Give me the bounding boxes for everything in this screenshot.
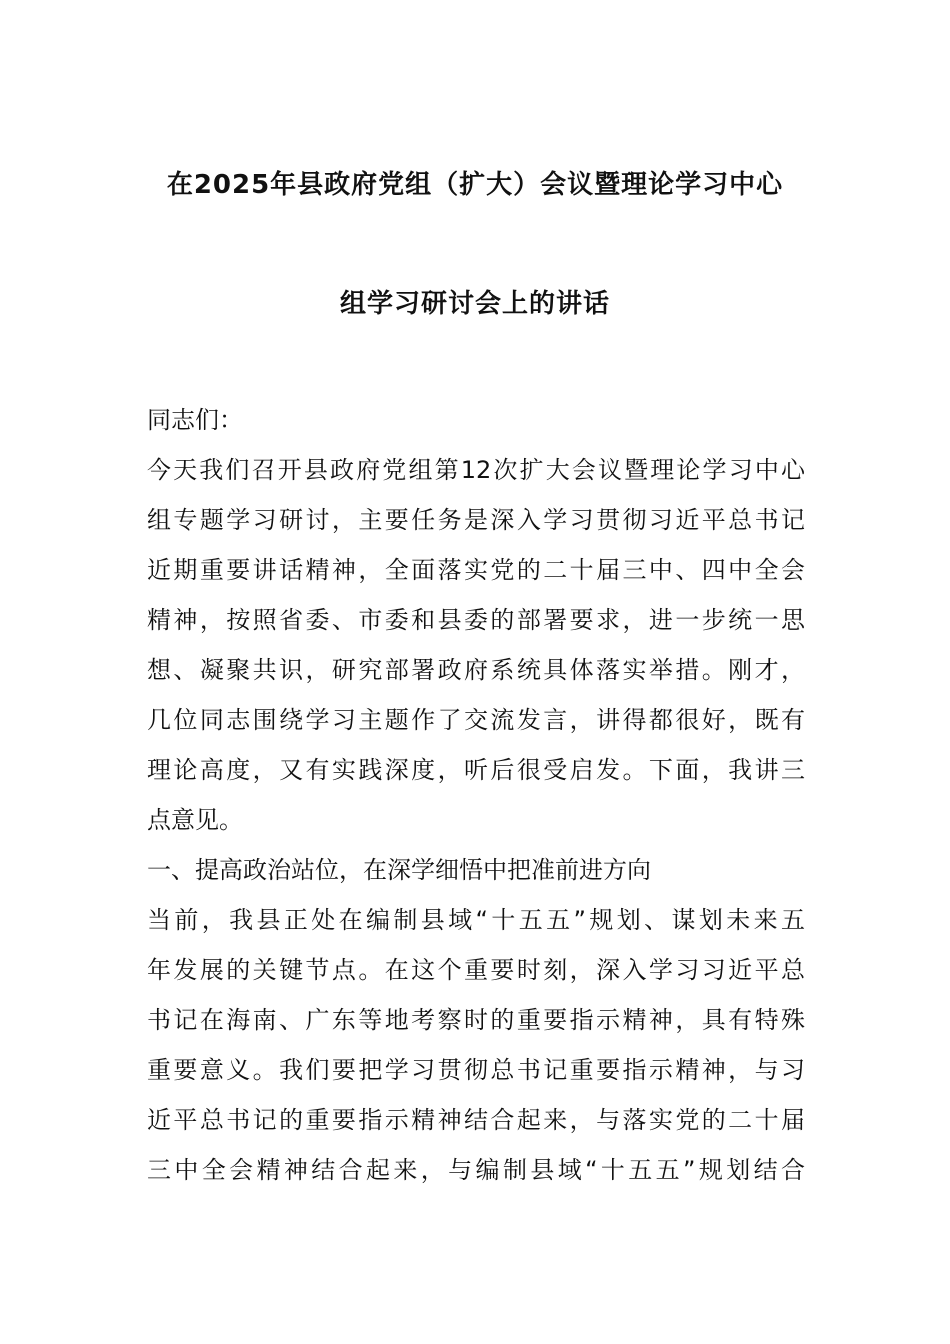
paragraph-line: 点意见。 (147, 806, 243, 834)
paragraph-line: 重要意义。我们要把学习贯彻总书记重要指示精神，与习 (147, 1056, 805, 1084)
paragraph-line: 近期重要讲话精神，全面落实党的二十届三中、四中全会 (147, 556, 805, 584)
paragraph-line: 几位同志围绕学习主题作了交流发言，讲得都很好，既有 (147, 706, 805, 734)
document-title-line-2: 组学习研讨会上的讲话 (339, 289, 610, 319)
section-heading: 一、提高政治站位，在深学细悟中把准前进方向 (147, 856, 651, 884)
paragraph-line: 三中全会精神结合起来，与编制县域“十五五”规划结合 (147, 1156, 805, 1184)
paragraph-line: 今天我们召开县政府党组第12次扩大会议暨理论学习中心 (147, 456, 805, 484)
paragraph-line: 想、凝聚共识，研究部署政府系统具体落实举措。刚才， (147, 656, 805, 684)
paragraph-line: 当前，我县正处在编制县域“十五五”规划、谋划未来五 (147, 906, 805, 934)
paragraph-line: 组专题学习研讨，主要任务是深入学习贯彻习近平总书记 (147, 506, 805, 534)
paragraph-line: 精神，按照省委、市委和县委的部署要求，进一步统一思 (147, 606, 805, 634)
paragraph-line: 年发展的关键节点。在这个重要时刻，深入学习习近平总 (147, 956, 805, 984)
paragraph-line: 理论高度，又有实践深度，听后很受启发。下面，我讲三 (147, 756, 805, 784)
paragraph-line: 书记在海南、广东等地考察时的重要指示精神，具有特殊 (147, 1006, 805, 1034)
document-title-line-1: 在2025年县政府党组（扩大）会议暨理论学习中心 (166, 170, 784, 200)
salutation: 同志们： (147, 406, 243, 434)
paragraph-line: 近平总书记的重要指示精神结合起来，与落实党的二十届 (147, 1106, 805, 1134)
